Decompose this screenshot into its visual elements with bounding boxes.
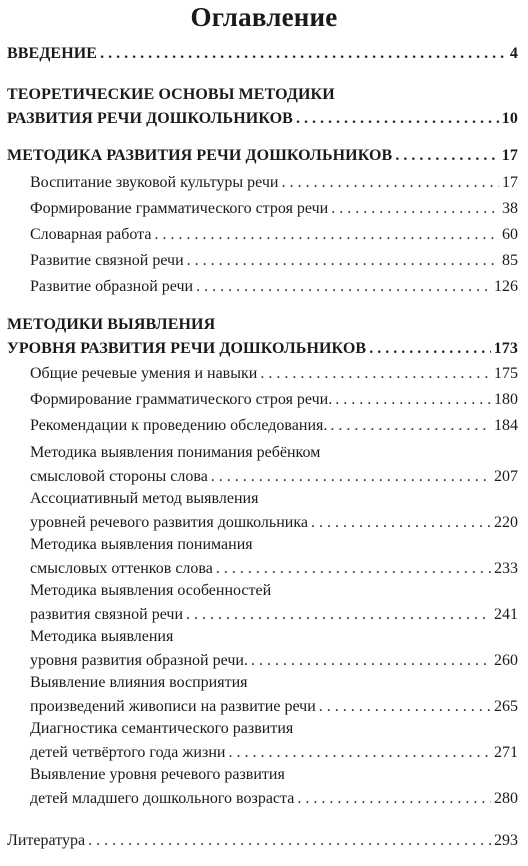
toc-line [30, 275, 518, 299]
dot-leader [331, 197, 499, 221]
toc-line [30, 362, 518, 386]
toc-entry-title: Рекомендации к проведению обследования. [30, 417, 328, 434]
toc-section-literature[interactable] [7, 829, 518, 853]
toc-page-number: 207 [494, 468, 518, 485]
toc-subsection[interactable] [30, 625, 518, 673]
dot-leader [319, 695, 491, 719]
toc-section-diagnostics[interactable] [7, 313, 518, 361]
dot-leader [297, 787, 491, 811]
toc-line [30, 671, 518, 695]
toc-page-number: 17 [501, 147, 518, 164]
toc-line [7, 42, 518, 66]
toc-entry-title: ТЕОРЕТИЧЕСКИЕ ОСНОВЫ МЕТОДИКИ [7, 86, 335, 103]
dot-leader [187, 249, 499, 273]
toc-line [30, 487, 518, 511]
toc-page-number: 293 [494, 832, 518, 849]
toc-subsection[interactable] [30, 487, 518, 535]
toc-subsection[interactable] [30, 223, 518, 247]
dot-leader [395, 144, 498, 168]
toc-line [7, 829, 518, 853]
toc-entry-title: Методика выявления понимания ребёнком [30, 444, 321, 461]
toc-page-number: 265 [494, 698, 518, 715]
toc-page-number: 175 [494, 365, 518, 382]
toc-subsection[interactable] [30, 717, 518, 765]
toc-entry-title: Ассоциативный метод выявления [30, 490, 259, 507]
toc-line [30, 249, 518, 273]
toc-line [30, 414, 518, 438]
toc-page-number: 180 [494, 391, 518, 408]
dot-leader [196, 275, 491, 299]
toc-entry-title: Литература [7, 832, 86, 849]
toc-line [30, 511, 518, 535]
toc-subsection[interactable] [30, 441, 518, 489]
toc-entry-title: Диагностика семантического развития [30, 720, 294, 737]
toc-page-number: 271 [494, 744, 518, 761]
toc-page-number: 38 [502, 200, 518, 217]
toc-entry-title: Методика выявления особенностей [30, 582, 272, 599]
toc-line [30, 787, 518, 811]
toc-page-number: 173 [493, 340, 518, 357]
toc-subsection[interactable] [30, 362, 518, 386]
dot-leader [335, 388, 491, 412]
toc-entry-title: МЕТОДИКИ ВЫЯВЛЕНИЯ [7, 316, 216, 333]
dot-leader [228, 741, 491, 765]
toc-subsection[interactable] [30, 388, 518, 412]
toc-entry-title-continued: детей четвёртого года жизни [30, 744, 226, 761]
toc-page-number: 4 [509, 45, 518, 62]
toc-line [30, 197, 518, 221]
dot-leader [154, 223, 499, 247]
toc-line [7, 83, 518, 107]
toc-entry-title: Воспитание звуковой культуры речи [30, 174, 279, 191]
toc-line [30, 579, 518, 603]
toc-page-number: 85 [502, 252, 518, 269]
toc-entry-title-continued: произведений живописи на развитие речи [30, 698, 316, 715]
toc-subsection[interactable] [30, 197, 518, 221]
toc-line [30, 223, 518, 247]
dot-leader [251, 649, 491, 673]
dot-leader [100, 42, 507, 66]
toc-line [30, 603, 518, 627]
toc-entry-title-continued: РАЗВИТИЯ РЕЧИ ДОШКОЛЬНИКОВ [7, 110, 293, 127]
toc-section-theory[interactable] [7, 83, 518, 131]
toc-entry-title: Методика выявления [30, 628, 174, 645]
toc-line [30, 625, 518, 649]
toc-page-number: 280 [494, 790, 518, 807]
toc-line [30, 717, 518, 741]
toc-line [7, 313, 518, 337]
dot-leader [311, 511, 491, 535]
toc-line [7, 107, 518, 131]
toc-entry-title: Развитие связной речи [30, 252, 184, 269]
toc-entry-title: Развитие образной речи [30, 278, 194, 295]
toc-entry-title: ВВЕДЕНИЕ [7, 45, 98, 62]
toc-line [30, 441, 518, 465]
toc-entry-title: Общие речевые умения и навыки [30, 365, 258, 382]
toc-page-number: 241 [494, 606, 518, 623]
toc-entry-title: Формирование грамматического строя речи. [30, 391, 333, 408]
toc-line [7, 144, 518, 168]
toc-subsection[interactable] [30, 249, 518, 273]
toc-entry-title: Методика выявления понимания [30, 536, 253, 553]
toc-line [30, 649, 518, 673]
toc-line [30, 557, 518, 581]
dot-leader [369, 337, 491, 361]
toc-entry-title-continued: уровней речевого развития дошкольника [30, 514, 308, 531]
toc-page-number: 260 [494, 652, 518, 669]
toc-subsection[interactable] [30, 579, 518, 627]
toc-page-number: 126 [494, 278, 518, 295]
toc-section-methodology[interactable] [7, 144, 518, 168]
toc-page-number: 184 [494, 417, 518, 434]
toc-entry-title-continued: уровня развития образной речи. [30, 652, 248, 669]
toc-entry-title: МЕТОДИКА РАЗВИТИЯ РЕЧИ ДОШКОЛЬНИКОВ [7, 147, 393, 164]
toc-entry-title: Выявление влияния восприятия [30, 674, 248, 691]
toc-line [30, 741, 518, 765]
toc-entry-title-continued: смысловой стороны слова [30, 468, 208, 485]
toc-page-number: 220 [494, 514, 518, 531]
toc-line [30, 171, 518, 195]
toc-subsection[interactable] [30, 414, 518, 438]
toc-line [30, 465, 518, 489]
toc-line [30, 695, 518, 719]
toc-subsection[interactable] [30, 171, 518, 195]
toc-line [7, 337, 518, 361]
toc-page-number: 10 [501, 110, 518, 127]
toc-page-number: 233 [494, 560, 518, 577]
toc-entry-title: Выявление уровня речевого развития [30, 766, 285, 783]
toc-subsection[interactable] [30, 671, 518, 719]
dot-leader [216, 557, 491, 581]
toc-line [30, 763, 518, 787]
toc-subsection[interactable] [30, 275, 518, 299]
toc-page-number: 17 [502, 174, 518, 191]
toc-entry-title-continued: развития связной речи [30, 606, 184, 623]
dot-leader [281, 171, 499, 195]
toc-subsection[interactable] [30, 763, 518, 811]
dot-leader [296, 107, 499, 131]
dot-leader [186, 603, 491, 627]
toc-section-introduction[interactable] [7, 42, 518, 66]
toc-entry-title-continued: смысловых оттенков слова [30, 560, 213, 577]
toc-entry-title: Словарная работа [30, 226, 152, 243]
dot-leader [260, 362, 491, 386]
toc-subsection[interactable] [30, 533, 518, 581]
toc-entry-title-continued: УРОВНЯ РАЗВИТИЯ РЕЧИ ДОШКОЛЬНИКОВ [7, 340, 367, 357]
toc-page-number: 60 [502, 226, 518, 243]
toc-entry-title: Формирование грамматического строя речи [30, 200, 329, 217]
page-title: Оглавление [190, 2, 338, 32]
toc-line [30, 533, 518, 557]
toc-entry-title-continued: детей младшего дошкольного возраста [30, 790, 295, 807]
dot-leader [330, 414, 491, 438]
dot-leader [88, 829, 491, 853]
dot-leader [211, 465, 491, 489]
toc-line [30, 388, 518, 412]
